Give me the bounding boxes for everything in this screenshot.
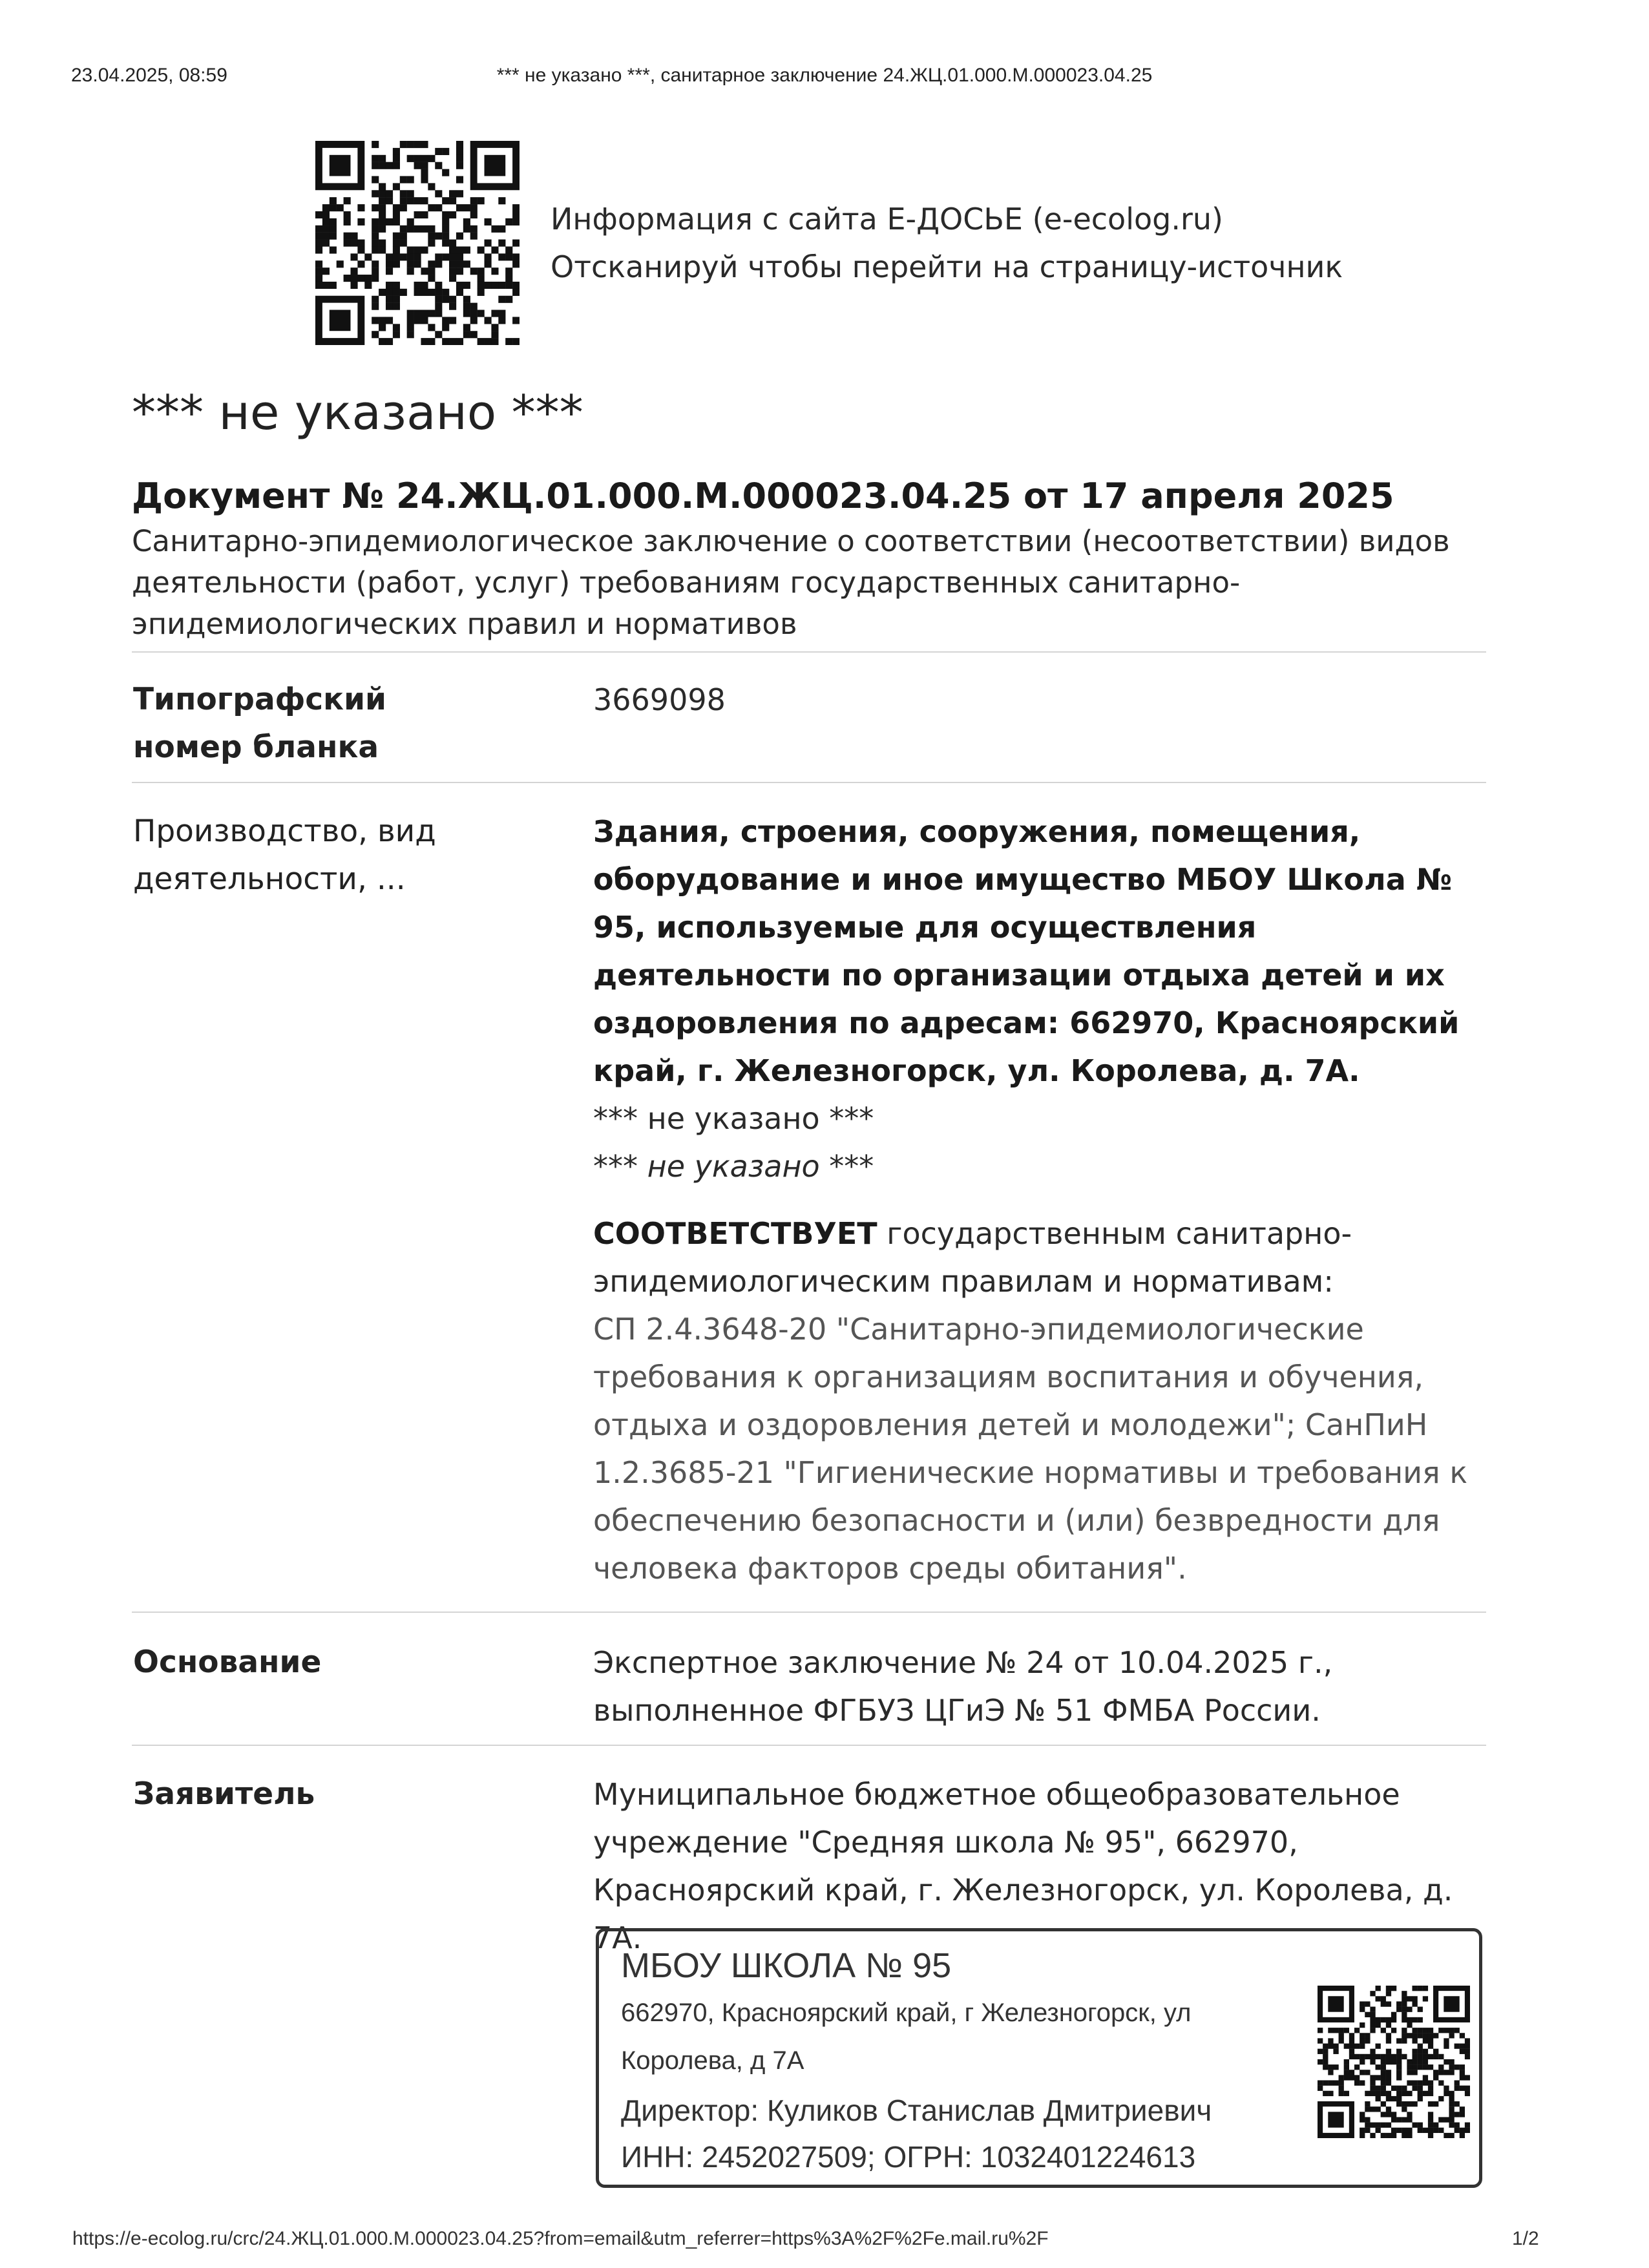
- conformity-text: государственным санитарно-эпидемиологическим правилам и нормативам:: [593, 1216, 1352, 1299]
- conformity-statement: [593, 1210, 1491, 1305]
- activity-label: Производство, вид деятельности, ...: [133, 814, 436, 897]
- print-page-number: 1/2: [1512, 2228, 1539, 2249]
- basis-label: Основание: [133, 1644, 322, 1680]
- qr-info-hint: Отсканируй чтобы перейти на страницу-источник: [551, 249, 1343, 284]
- qr-info-source: Информация с сайта Е-ДОСЬЕ (e-ecolog.ru): [551, 202, 1223, 236]
- activity-description: Здания, строения, сооружения, помещения, оборудование и иное имущество МБОУ Школа № 95, используемые для осуществления деятельности по организации отдыха детей и их оздоровления по адресам: 662970, Красноярский край, г. Железногорск, ул. Королева, д. 7А.: [593, 814, 1460, 1088]
- stamp-director: Директор: Куликов Станислав Дмитриевич: [621, 2094, 1212, 2127]
- qr-info: [551, 195, 1343, 291]
- stamp-qr-code-icon: [1318, 1986, 1470, 2138]
- divider: [132, 1745, 1486, 1746]
- stamp-ids: ИНН: 2452027509; ОГРН: 1032401224613: [621, 2140, 1196, 2174]
- blank-number-value: 3669098: [593, 682, 726, 717]
- print-header-title: *** не указано ***, санитарное заключение 24.ЖЦ.01.000.М.000023.04.25: [496, 65, 1153, 86]
- divider: [132, 1612, 1486, 1613]
- stamp-address-line2: Королева, д 7А: [621, 2046, 804, 2075]
- organization-stamp: [596, 1928, 1482, 2188]
- applicant-value: Муниципальное бюджетное общеобразовательное учреждение "Средняя школа № 95", 662970, Красноярский край, г. Железногорск, ул. Королева, д. 7А.: [593, 1777, 1453, 1955]
- document-subtitle: Санитарно-эпидемиологическое заключение о соответствии (несоответствии) видов деятельности (работ, услуг) требованиям государственных санитарно-эпидемиологических правил и нормативов: [132, 524, 1450, 641]
- stamp-address-line1: 662970, Красноярский край, г Железногорск, ул: [621, 1999, 1192, 2027]
- conformity-norms: СП 2.4.3648-20 "Санитарно-эпидемиологические требования к организациям воспитания и обучения, отдыха и оздоровления детей и молодежи"; СанПиН 1.2.3685-21 "Гигиенические нормативы и требования к обеспечению безопасности и (или) безвредности для человека факторов среды обитания".: [593, 1312, 1468, 1586]
- conformity-word: СООТВЕТСТВУЕТ: [593, 1216, 877, 1251]
- print-footer-url: https://e-ecolog.ru/crc/24.ЖЦ.01.000.М.000023.04.25?from=email&utm_referrer=https%3A%2F%2Fe.mail.ru%2F: [72, 2228, 1049, 2249]
- activity-not-specified-italic: *** не указано ***: [593, 1149, 874, 1184]
- qr-code-icon[interactable]: [315, 141, 520, 345]
- divider: [132, 651, 1486, 653]
- activity-value: [593, 808, 1491, 1592]
- applicant-label: Заявитель: [133, 1776, 315, 1812]
- divider: [132, 782, 1486, 783]
- blank-number-label: Типографский номер бланка: [133, 682, 386, 765]
- print-datetime: 23.04.2025, 08:59: [71, 65, 227, 86]
- basis-value: Экспертное заключение № 24 от 10.04.2025 г., выполненное ФГБУЗ ЦГиЭ № 51 ФМБА России.: [593, 1645, 1333, 1728]
- stamp-name: МБОУ ШКОЛА № 95: [621, 1946, 952, 1985]
- document-title: Документ № 24.ЖЦ.01.000.М.000023.04.25 от 17 апреля 2025: [132, 476, 1394, 516]
- activity-not-specified: *** не указано ***: [593, 1101, 874, 1136]
- organization-name: *** не указано ***: [132, 385, 583, 441]
